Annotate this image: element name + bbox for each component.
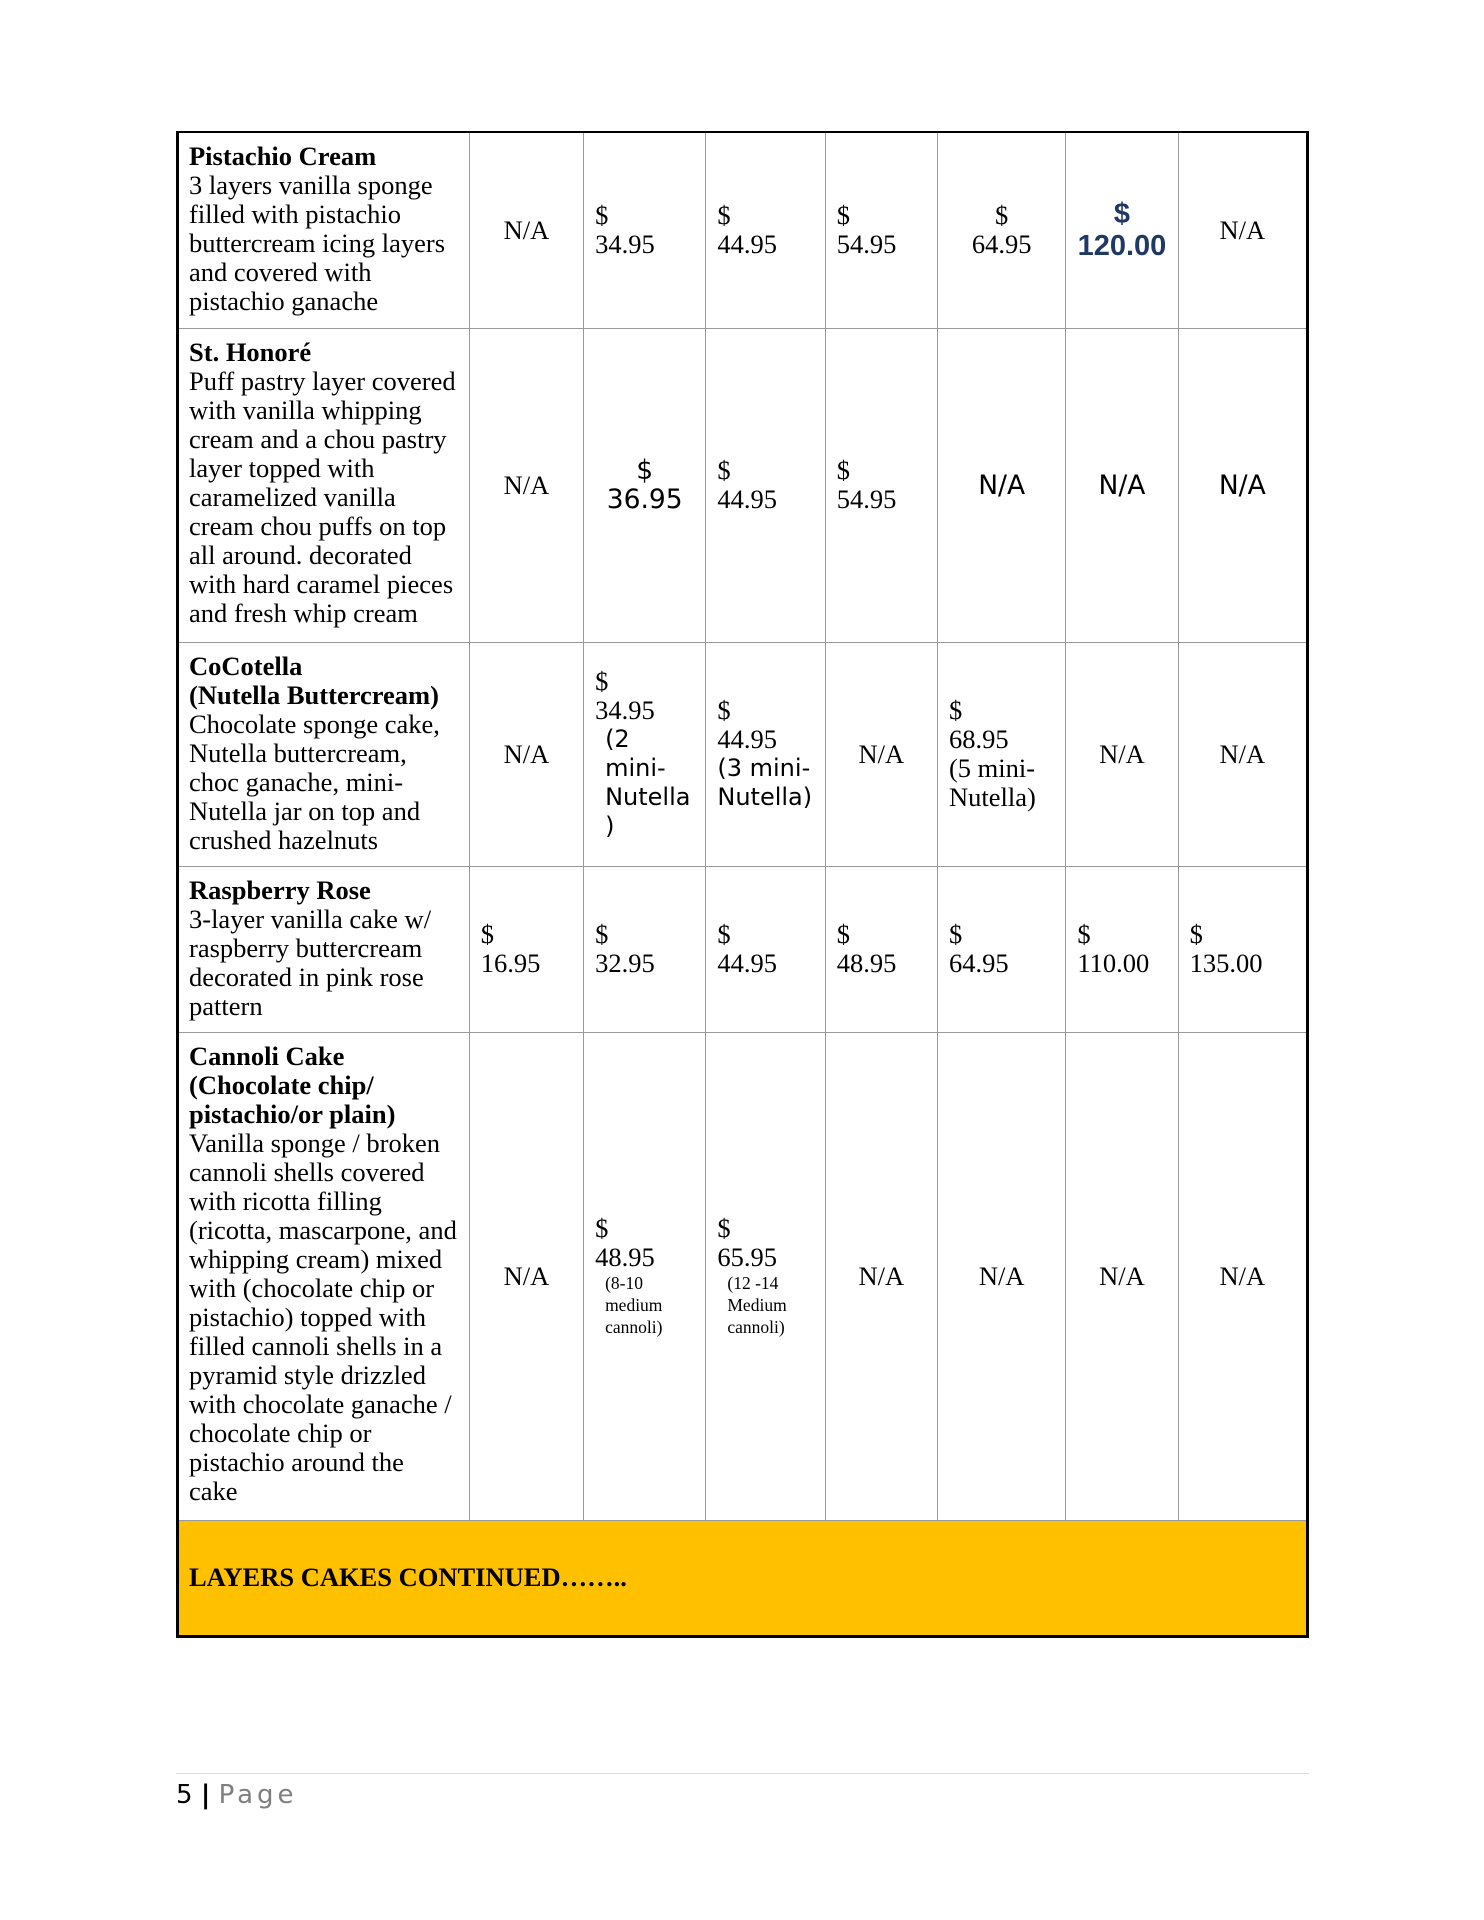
cake-subtitle: pistachio/or plain) bbox=[189, 1098, 396, 1129]
price-cell bbox=[469, 642, 583, 866]
cake-price-table bbox=[176, 131, 1309, 1638]
cake-name: Cannoli Cake bbox=[189, 1040, 345, 1071]
price-value: 36.95 bbox=[606, 484, 683, 515]
price-cell bbox=[1066, 132, 1178, 328]
cake-description: 3-layer vanilla cake w/ raspberry buttercream decorated in pink rose pattern bbox=[189, 903, 432, 1021]
currency-symbol: $ bbox=[717, 200, 731, 231]
cake-name: CoCotella bbox=[189, 650, 303, 681]
currency-symbol: $ bbox=[1113, 198, 1131, 231]
price-note: (2 mini- bbox=[605, 725, 666, 782]
price-value: N/A bbox=[1218, 469, 1266, 501]
price-value: N/A bbox=[503, 1260, 550, 1291]
continued-banner-row bbox=[178, 1520, 1308, 1636]
currency-symbol: $ bbox=[595, 200, 609, 231]
cake-description: Chocolate sponge cake, Nutella buttercream, choc ganache, mini-Nutella jar on top and crushed hazelnuts bbox=[189, 708, 440, 855]
table-row bbox=[178, 132, 1308, 328]
price-cell bbox=[584, 328, 706, 642]
currency-symbol: $ bbox=[717, 455, 731, 485]
price-value: N/A bbox=[1099, 1260, 1145, 1291]
currency-symbol: $ bbox=[595, 919, 609, 949]
cake-description: Vanilla sponge / broken cannoli shells covered with ricotta filling (ricotta, mascarpone, and whipping cream) mixed with (chocolate chip or pistachio) topped with filled cannoli shells in a pyramid style drizzled with chocolate ganache / chocolate chip or pistachio around the cake bbox=[189, 1127, 457, 1506]
price-value: 110.00 bbox=[1077, 948, 1150, 978]
price-value: 65.95 bbox=[717, 1242, 777, 1272]
table-row bbox=[178, 866, 1308, 1032]
price-value: N/A bbox=[503, 738, 550, 769]
continued-banner-text: LAYERS CAKES CONTINUED…….. bbox=[189, 1562, 627, 1592]
price-value: 44.95 bbox=[717, 724, 777, 754]
price-value: N/A bbox=[978, 469, 1026, 501]
price-cell bbox=[706, 1032, 825, 1520]
price-value: 54.95 bbox=[836, 484, 897, 514]
price-value: 68.95 bbox=[948, 724, 1009, 754]
price-value: N/A bbox=[1098, 469, 1146, 501]
cake-subtitle: (Nutella Buttercream) bbox=[189, 679, 439, 710]
currency-symbol: $ bbox=[595, 1213, 609, 1243]
page-number: 5 bbox=[176, 1780, 193, 1810]
currency-symbol: $ bbox=[1077, 919, 1091, 949]
price-cell bbox=[469, 132, 583, 328]
currency-symbol: $ bbox=[836, 919, 850, 949]
cake-description-cell bbox=[178, 866, 470, 1032]
price-value: 44.95 bbox=[717, 229, 777, 260]
price-value: 34.95 bbox=[595, 695, 655, 725]
footer-rule bbox=[176, 1773, 1309, 1774]
price-note: cannoli) bbox=[605, 1317, 663, 1337]
price-cell bbox=[584, 866, 706, 1032]
price-cell bbox=[1066, 866, 1178, 1032]
currency-symbol: $ bbox=[948, 919, 963, 949]
price-value: N/A bbox=[1219, 738, 1266, 769]
price-note: Nutella) bbox=[717, 783, 813, 811]
price-value: 44.95 bbox=[717, 484, 777, 514]
price-cell bbox=[1178, 866, 1307, 1032]
price-note: cannoli) bbox=[727, 1317, 785, 1337]
currency-symbol: $ bbox=[595, 666, 609, 696]
price-value: 34.95 bbox=[595, 229, 655, 260]
currency-symbol: $ bbox=[1189, 919, 1203, 949]
price-note: medium bbox=[605, 1295, 663, 1315]
price-cell bbox=[1178, 328, 1307, 642]
price-cell bbox=[1178, 132, 1307, 328]
price-value: N/A bbox=[1099, 738, 1145, 769]
price-cell bbox=[706, 328, 825, 642]
price-cell bbox=[825, 642, 937, 866]
currency-symbol: $ bbox=[717, 695, 731, 725]
price-value: 54.95 bbox=[836, 229, 897, 260]
price-value: N/A bbox=[858, 1260, 905, 1291]
price-value: N/A bbox=[978, 1260, 1025, 1291]
price-cell bbox=[1178, 642, 1307, 866]
price-value: 48.95 bbox=[836, 948, 897, 978]
price-value: N/A bbox=[1219, 1260, 1266, 1291]
cake-description-cell bbox=[178, 1032, 470, 1520]
price-cell bbox=[584, 642, 706, 866]
price-cell bbox=[937, 642, 1065, 866]
price-value: N/A bbox=[503, 214, 550, 245]
price-note: Nutella bbox=[605, 783, 691, 811]
continued-banner bbox=[178, 1520, 1308, 1636]
price-value: N/A bbox=[503, 469, 550, 500]
price-value: 64.95 bbox=[971, 229, 1032, 260]
cake-description-cell bbox=[178, 328, 470, 642]
price-cell bbox=[1066, 642, 1178, 866]
price-value: 16.95 bbox=[480, 948, 541, 978]
price-value: N/A bbox=[858, 738, 905, 769]
cake-description-cell bbox=[178, 642, 470, 866]
price-cell bbox=[825, 866, 937, 1032]
currency-symbol: $ bbox=[717, 919, 731, 949]
cake-description: Puff pastry layer covered with vanilla whipping cream and a chou pastry layer topped with caramelized vanilla cream chou puffs on top all around. decorated with hard caramel pieces and fresh whip cream bbox=[189, 365, 456, 628]
price-cell bbox=[825, 132, 937, 328]
price-cell bbox=[706, 642, 825, 866]
price-note: (5 mini- bbox=[948, 753, 1036, 783]
page-footer bbox=[176, 1775, 298, 1815]
price-cell bbox=[1178, 1032, 1307, 1520]
page-label: Page bbox=[218, 1780, 298, 1810]
price-note: (12 -14 bbox=[727, 1273, 779, 1293]
price-cell bbox=[937, 866, 1065, 1032]
cake-name: St. Honoré bbox=[189, 336, 312, 367]
price-cell bbox=[937, 328, 1065, 642]
price-cell bbox=[1066, 1032, 1178, 1520]
price-value: 48.95 bbox=[595, 1242, 655, 1272]
cake-description-cell bbox=[178, 132, 470, 328]
table-row bbox=[178, 328, 1308, 642]
currency-symbol: $ bbox=[636, 455, 654, 486]
currency-symbol: $ bbox=[836, 200, 850, 231]
price-note: Medium bbox=[727, 1295, 787, 1315]
highlighted-price-value: 120.00 bbox=[1077, 230, 1167, 263]
price-cell bbox=[469, 1032, 583, 1520]
price-cell bbox=[937, 1032, 1065, 1520]
currency-symbol: $ bbox=[836, 455, 850, 485]
currency-symbol: $ bbox=[480, 919, 495, 949]
price-cell bbox=[469, 866, 583, 1032]
cake-name: Pistachio Cream bbox=[189, 141, 377, 171]
price-note: (3 mini- bbox=[717, 754, 811, 782]
page-separator: | bbox=[200, 1780, 211, 1810]
price-value: 135.00 bbox=[1189, 948, 1263, 978]
currency-symbol: $ bbox=[717, 1213, 731, 1243]
price-cell bbox=[1066, 328, 1178, 642]
price-cell bbox=[584, 132, 706, 328]
price-note: (8-10 bbox=[605, 1273, 643, 1293]
price-cell bbox=[825, 1032, 937, 1520]
cake-description: 3 layers vanilla sponge filled with pistachio buttercream icing layers and covered with pistachio ganache bbox=[189, 170, 446, 316]
price-value: N/A bbox=[1219, 214, 1266, 245]
price-cell bbox=[706, 132, 825, 328]
currency-symbol: $ bbox=[948, 695, 963, 725]
price-note: ) bbox=[605, 812, 615, 840]
price-cell bbox=[706, 866, 825, 1032]
price-cell bbox=[937, 132, 1065, 328]
currency-symbol: $ bbox=[995, 200, 1009, 231]
price-cell bbox=[825, 328, 937, 642]
price-value: 64.95 bbox=[948, 948, 1009, 978]
cake-name: Raspberry Rose bbox=[189, 874, 371, 905]
price-value: 44.95 bbox=[717, 948, 777, 978]
price-note: Nutella) bbox=[948, 782, 1036, 812]
table-row bbox=[178, 1032, 1308, 1520]
cake-subtitle: (Chocolate chip/ bbox=[189, 1069, 374, 1100]
price-value: 32.95 bbox=[595, 948, 655, 978]
price-cell bbox=[469, 328, 583, 642]
price-cell bbox=[584, 1032, 706, 1520]
table-row bbox=[178, 642, 1308, 866]
